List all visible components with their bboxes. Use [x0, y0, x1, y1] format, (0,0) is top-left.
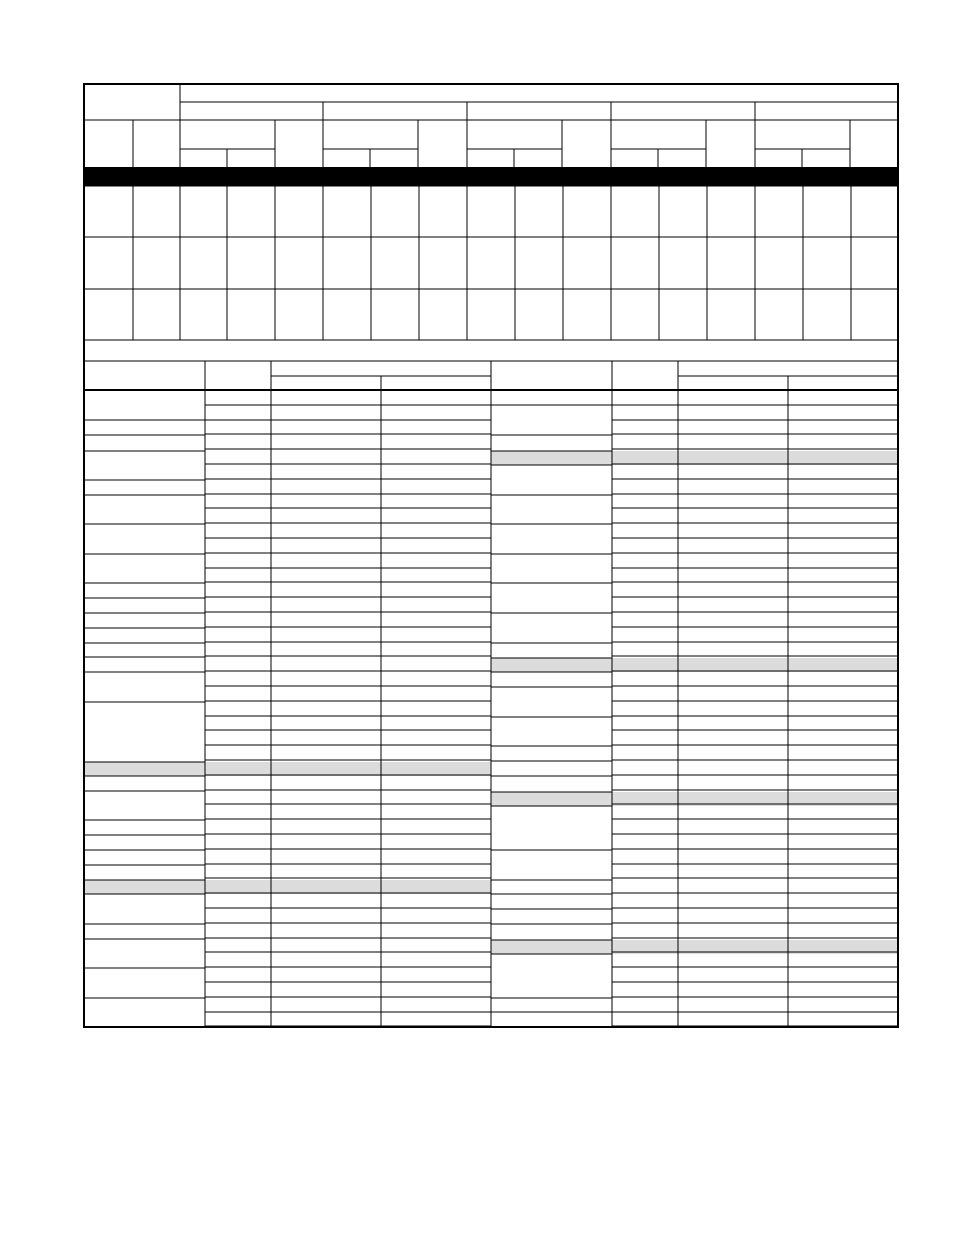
left-shaded-section [84, 880, 491, 894]
left-shaded-section [84, 762, 491, 776]
header-black-band [84, 167, 898, 186]
top-table-grid [84, 84, 898, 340]
right-shaded-section [491, 451, 898, 465]
right-shaded-section [491, 658, 898, 672]
